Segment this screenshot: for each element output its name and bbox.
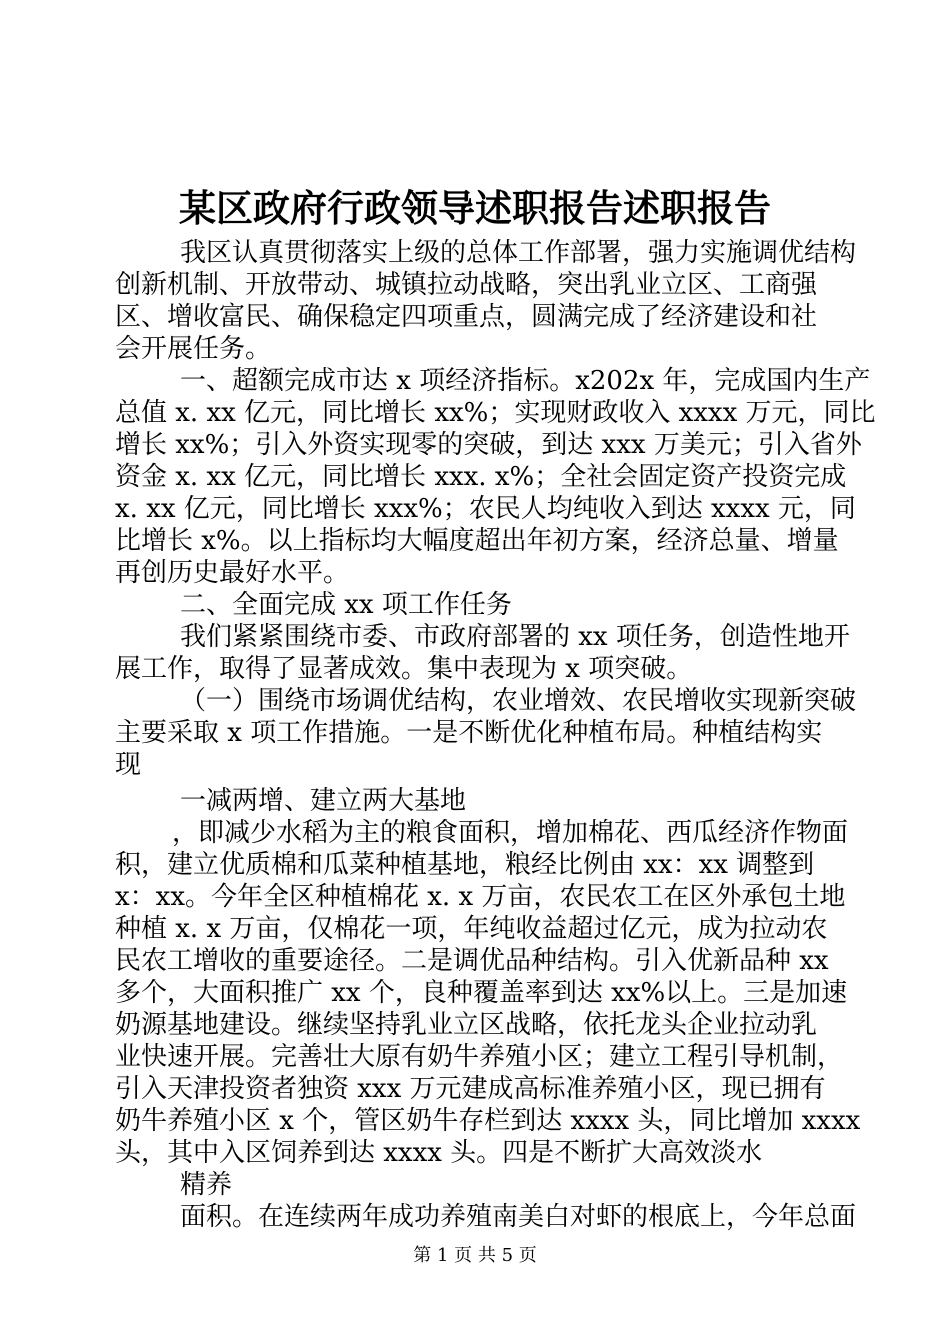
document-title: 某区政府行政领导述职报告述职报告 [179, 186, 771, 230]
body-line: 民农工增收的重要途径。二是调优品种结构。引入优新品种 xx [115, 946, 829, 976]
body-line: 现 [115, 750, 142, 780]
body-line: x. xx 亿元，同比增长 xxx%；农民人均纯收入到达 xxxx 元，同 [115, 494, 856, 524]
body-line: 主要采取 x 项工作措施。一是不断优化种植布局。种植结构实 [115, 718, 823, 748]
body-line: 业快速开展。完善壮大原有奶牛养殖小区；建立工程引导机制， [115, 1042, 844, 1072]
body-line: 种植 x. x 万亩，仅棉花一项，年纯收益超过亿元，成为拉动农 [115, 914, 828, 944]
body-line: 面积。在连续两年成功养殖南美白对虾的根底上，今年总面 [180, 1202, 857, 1232]
body-line: 积，建立优质棉和瓜菜种植基地，粮经比例由 xx：xx 调整到 [115, 850, 815, 880]
section-heading: 二、全面完成 xx 项工作任务 [180, 590, 512, 620]
body-line: 增长 xx%；引入外资实现零的突破，到达 xxx 万美元；引入省外 [115, 430, 862, 460]
body-line: 一减两增、建立两大基地 [180, 786, 467, 816]
body-line: 比增长 x%。以上指标均大幅度超出年初方案，经济总量、增量 [115, 526, 839, 556]
body-line: 再创历史最好水平。 [115, 558, 350, 588]
body-line: 我们紧紧围绕市委、市政府部署的 xx 项任务，创造性地开 [180, 622, 850, 652]
body-line: 资金 x. xx 亿元，同比增长 xxx. x%；全社会固定资产投资完成 [115, 462, 847, 492]
body-line: 会开展任务。 [115, 334, 272, 364]
body-line: 奶源基地建设。继续坚持乳业立区战略，依托龙头企业拉动乳 [115, 1010, 818, 1040]
body-line: 创新机制、开放带动、城镇拉动战略，突出乳业立区、工商强 [115, 270, 818, 300]
body-line: 引入天津投资者独资 xxx 万元建成高标准养殖小区，现已拥有 [115, 1074, 826, 1104]
body-line: 总值 x. xx 亿元，同比增长 xx%；实现财政收入 xxxx 万元，同比 [115, 398, 876, 428]
body-line: 精养 [180, 1170, 233, 1200]
body-line: ，即减少水稻为主的粮食面积，增加棉花、西瓜经济作物面 [172, 818, 849, 848]
body-line: x：xx。今年全区种植棉花 x. x 万亩，农民农工在区外承包土地 [115, 882, 846, 912]
body-line: 头，其中入区饲养到达 xxxx 头。四是不断扩大高效淡水 [115, 1138, 763, 1168]
page-number: 第 1 页 共 5 页 [413, 1245, 537, 1266]
body-line: 奶牛养殖小区 x 个，管区奶牛存栏到达 xxxx 头，同比增加 xxxx [115, 1106, 861, 1136]
body-line: 我区认真贯彻落实上级的总体工作部署，强力实施调优结构 [180, 238, 857, 268]
body-line: 展工作，取得了显著成效。集中表现为 x 项突破。 [115, 654, 693, 684]
body-line: （一）围绕市场调优结构，农业增效、农民增收实现新突破 [180, 686, 857, 716]
body-line: 区、增收富民、确保稳定四项重点，圆满完成了经济建设和社 [115, 302, 818, 332]
body-line: 一、超额完成市达 x 项经济指标。x202x 年，完成国内生产 [180, 366, 871, 396]
body-line: 多个，大面积推广 xx 个，良种覆盖率到达 xx%以上。三是加速 [115, 978, 848, 1008]
